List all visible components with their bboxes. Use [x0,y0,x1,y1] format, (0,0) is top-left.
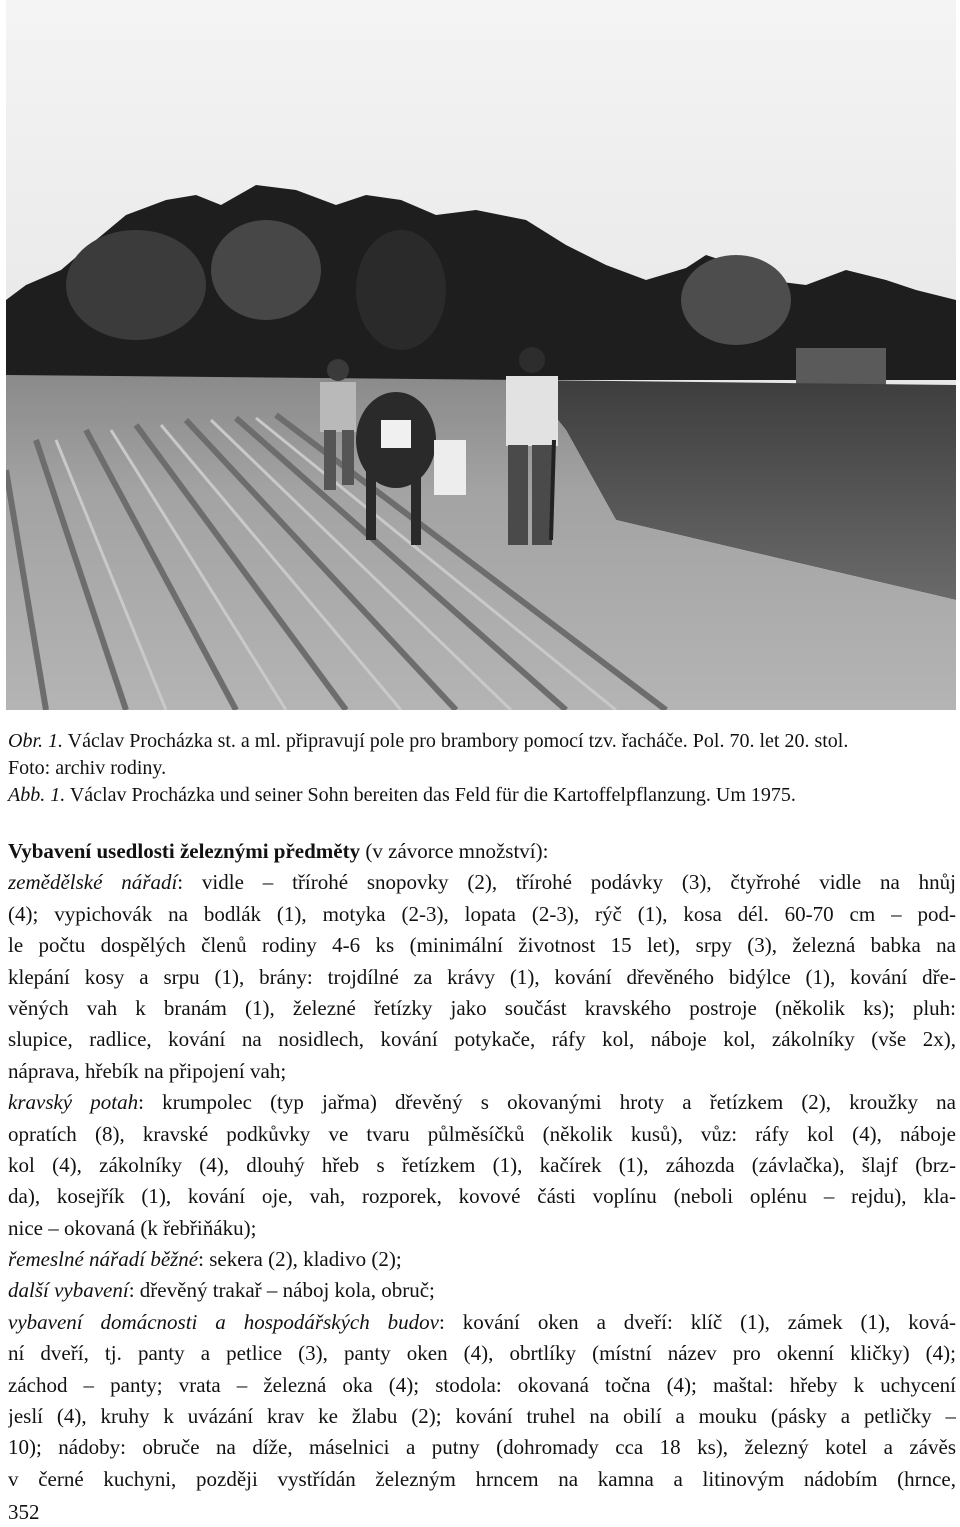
man-right [506,347,558,545]
text-span: : kování oken a dveří: klíč (1), zámek (1), ková- [438,1309,956,1334]
category-label: zemědělské nářadí [8,870,178,895]
section-heading-rest: (v závorce množství): [360,839,549,863]
category-label: vybavení domácnosti a hospodářských budov [8,1309,439,1334]
text-span: : vidle – třírohé snopovky (2), třírohé podávky (3), čtyřrohé vidle na hnůj [177,870,956,895]
text-line [8,1087,956,1118]
text-span: : dřevěný trakař – náboj kola, obruč; [128,1278,435,1303]
tree-highlight [356,230,446,350]
text-line [8,1307,956,1338]
category-label: řemeslné nářadí běžné [8,1247,199,1272]
caption-czech-text: Václav Procházka st. a ml. připravují pole pro brambory pomocí tzv. řacháče. Pol. 70. let 20. stol. [63,730,849,752]
caption-german-text: Václav Procházka und seiner Sohn bereiten das Feld für die Kartoffelpflanzung. Um 1975. [65,784,796,806]
text-line: opratích (8), kravské podkůvky ve tvaru půlměsíčků (několik kusů), vůz: ráfy kol (4), náboje [8,1121,956,1146]
distant-house [796,348,886,388]
text-line: slupice, radlice, kování na nosidlech, kování potykače, ráfy kol, náboje kol, zákolníky (vše 2x), [8,1027,956,1052]
caption-german [8,782,953,809]
caption-credit: Foto: archiv rodiny. [8,757,167,779]
text-line: 10); nádoby: obruče na díže, máselnici a putny (dohromady cca 18 ks), železný kotel a závěs [8,1435,956,1460]
category-label: další vybavení [8,1278,129,1303]
article-body [8,836,956,1495]
text-line [8,1275,956,1306]
text-line: jeslí (4), kruhy k uvázání krav ke žlabu (2); kování truhel na obilí a mouku (pásky a petličky – [8,1404,956,1429]
tree-highlight [681,255,791,345]
text-line [8,867,956,898]
text-line [8,1244,956,1275]
text-line: náprava, hřebík na připojení vah; [8,1058,287,1083]
text-line: záchod – panty; vrata – železná oka (4); stodola: okovaná točna (4); maštal: hřeby k uchycení [8,1372,956,1397]
text-line: kol (4), zákolníky (4), dlouhý hřeb s řetízkem (1), kačírek (1), záhozda (závlačka), šlajf (brz- [8,1152,956,1177]
text-line: le počtu dospělých členů rodiny 4-6 ks (minimální životnost 15 let), srpy (3), železná babka na [8,933,956,958]
text-line: (4); vypichovák na bodlák (1), motyka (2-3), lopata (2-3), rýč (1), kosa dél. 60-70 cm – pod- [8,901,956,926]
caption-czech [8,728,953,755]
text-span: : krumpolec (typ jařma) dřevěný s okovanými hroty a řetízkem (2), kroužky na [138,1090,956,1115]
text-line: v černé kuchyni, později vystřídán železným hrncem na kamna a litinovým nádobím (hrnce, [8,1466,956,1491]
text-line: ní dveří, tj. panty a petlice (3), panty oken (4), obrtlíky (místní název pro okenní kličky) (4); [8,1341,956,1366]
photograph-illustration [6,0,956,710]
section-heading-bold: Vybavení usedlosti železnými předměty [8,839,361,863]
tree-highlight [211,220,321,320]
photo-caption [8,728,953,809]
text-line: věných vah k branám (1), železné řetízky jako součást kravského postroje (několik ks); pluh: [8,995,956,1020]
caption-german-label: Abb. 1. [8,784,66,806]
category-label: kravský potah [8,1090,139,1115]
section-heading [8,836,956,867]
text-line: da), kosejřík (1), kování oje, vah, rozporek, kovové části voplínu (neboli oplénu – rejdu), kla- [8,1184,956,1209]
caption-czech-label: Obr. 1. [8,730,64,752]
tree-highlight [66,230,206,340]
field-photograph [6,0,956,710]
text-line: nice – okovaná (k řebřiňáku); [8,1215,257,1240]
text-span: : sekera (2), kladivo (2); [198,1247,402,1272]
text-line: klepání kosy a srpu (1), brány: trojdílné za krávy (1), kování dřevěného bidýlce (1), kování dře- [8,964,956,989]
page-number: 352 [8,1500,40,1524]
